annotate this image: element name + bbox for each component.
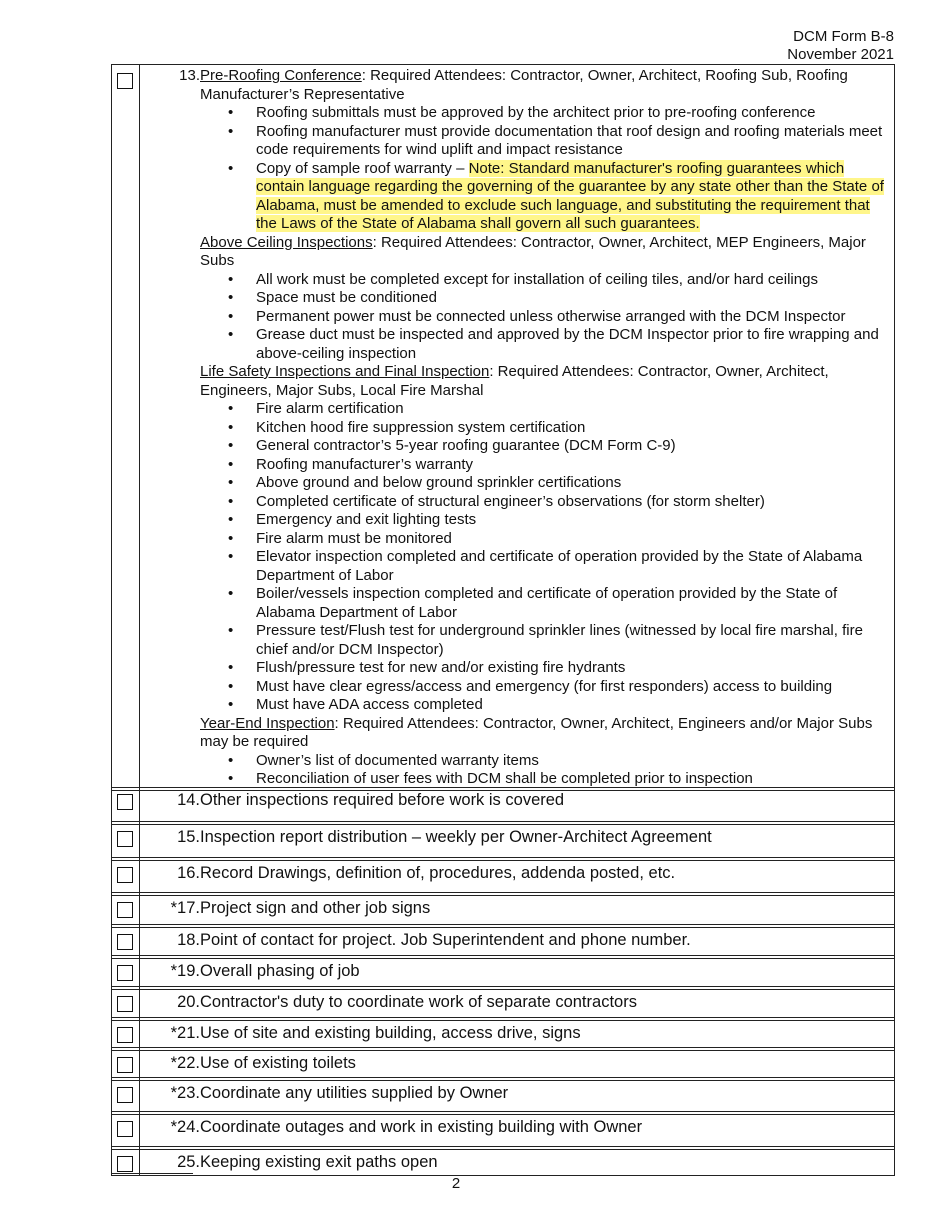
item-number: 16. [177,864,200,882]
page-number: 2 [451,1175,461,1192]
checkbox-14[interactable] [117,794,133,810]
list-item: • Roofing submittals must be approved by the architect prior to pre-roofing conference [256,104,888,123]
checklist-row-21 [112,1017,894,1047]
checkbox-24[interactable] [117,1121,133,1137]
item-text: Use of existing toilets [200,1054,356,1072]
section-attendees: : Required Attendees: Contractor, Owner, Architect, Engineers and/or Major Subs may be required [200,714,873,750]
item-number: 13. [179,67,200,84]
section-title: Year-End Inspection [200,714,335,732]
list-item: • Reconciliation of user fees with DCM shall be completed prior to inspection [256,770,888,789]
checkbox-13[interactable] [117,73,133,89]
item-number: 14. [177,791,200,809]
item-text: Use of site and existing building, access drive, signs [200,1024,581,1042]
checklist-row-20 [112,986,894,1017]
checklist-row-14 [112,787,894,821]
year-end-list [200,752,888,789]
checklist-row-16 [112,857,894,892]
table-bottom-rule [111,1173,193,1174]
section-title: Above Ceiling Inspections [200,233,373,251]
list-item: • Must have ADA access completed [256,696,888,715]
item-text: Inspection report distribution – weekly per Owner-Architect Agreement [200,828,712,846]
item-number: 18. [177,931,200,949]
item-text: Project sign and other job signs [200,899,431,917]
item-number: *24. [170,1118,200,1136]
section-title: Pre-Roofing Conference [200,67,362,84]
list-item: • Owner’s list of documented warranty items [256,752,888,771]
checklist-row-23 [112,1077,894,1111]
list-item: • Permanent power must be connected unless otherwise arranged with the DCM Inspector [256,308,888,327]
above-ceiling-list [200,271,888,364]
item-number: 20. [177,993,200,1011]
form-date: November 2021 [787,46,894,63]
year-end-heading [200,715,888,752]
checkbox-21[interactable] [117,1027,133,1043]
list-item: • Must have clear egress/access and emergency (for first responders) access to building [256,678,888,697]
checklist-row-13 [112,65,894,787]
item-number: 15. [177,828,200,846]
item-number: 25. [177,1153,200,1171]
checklist-row-22 [112,1047,894,1077]
above-ceiling-heading [200,234,888,271]
life-safety-heading [200,363,888,400]
list-item: • Fire alarm certification [256,400,888,419]
list-item: • Pressure test/Flush test for underground sprinkler lines (witnessed by local fire marshal, fire chief and/or DCM Inspector) [256,622,888,659]
item-text: Point of contact for project. Job Superintendent and phone number. [200,931,691,949]
checkbox-19[interactable] [117,965,133,981]
list-item: • Emergency and exit lighting tests [256,511,888,530]
section-attendees: : Required Attendees: Contractor, Owner, Architect, Engineers, Major Subs, Local Fire Marshal [200,363,829,399]
item-text: Other inspections required before work is covered [200,791,565,809]
list-item: • Fire alarm must be monitored [256,530,888,549]
checkbox-25[interactable] [117,1156,133,1172]
checkbox-18[interactable] [117,934,133,950]
list-item [256,160,888,234]
checklist-table [111,64,895,1176]
checklist-row-15 [112,821,894,857]
section-title: Life Safety Inspections and Final Inspection [200,363,490,380]
list-item: • All work must be completed except for installation of ceiling tiles, and/or hard ceilings [256,271,888,290]
list-item: • Kitchen hood fire suppression system certification [256,419,888,438]
pre-roofing-heading [200,67,888,104]
highlighted-note: Note: Standard manufacturer's roofing guarantees which contain language regarding the governing of the guarantee by any state other than the State of Alabama, must be amended to exclude such language, and substituting the requirement that the Laws of the State of Alabama shall govern all such guarantees. [256,159,884,232]
list-item: • Completed certificate of structural engineer’s observations (for storm shelter) [256,493,888,512]
checkbox-16[interactable] [117,867,133,883]
section-attendees: : Required Attendees: Contractor, Owner, Architect, MEP Engineers, Major Subs [200,233,866,269]
pre-roofing-list [200,104,888,234]
item-number: *23. [170,1084,200,1102]
checklist-row-19 [112,955,894,986]
item-13-content [200,67,888,789]
checkbox-15[interactable] [117,831,133,847]
item-number: *17. [170,899,200,917]
list-item: • Flush/pressure test for new and/or existing fire hydrants [256,659,888,678]
item-text: Keeping existing exit paths open [200,1153,438,1171]
checkbox-20[interactable] [117,996,133,1012]
item-text: Contractor's duty to coordinate work of separate contractors [200,993,637,1011]
list-item: • Space must be conditioned [256,289,888,308]
item-number: *22. [170,1054,200,1072]
item-text: Coordinate outages and work in existing building with Owner [200,1118,643,1136]
form-header [787,28,894,64]
checklist-row-17 [112,892,894,924]
list-item: • Roofing manufacturer’s warranty [256,456,888,475]
checkbox-23[interactable] [117,1087,133,1103]
list-item: • Above ground and below ground sprinkler certifications [256,474,888,493]
list-item: • Elevator inspection completed and certificate of operation provided by the State of Alabama Department of Labor [256,548,888,585]
life-safety-list [200,400,888,715]
item-number: *21. [170,1024,200,1042]
item-text: Coordinate any utilities supplied by Owner [200,1084,509,1102]
item-text: Record Drawings, definition of, procedures, addenda posted, etc. [200,864,676,882]
form-id: DCM Form B-8 [793,28,894,45]
warranty-prefix: Copy of sample roof warranty – [256,159,469,177]
checklist-row-18 [112,924,894,955]
list-item: • General contractor’s 5-year roofing guarantee (DCM Form C-9) [256,437,888,456]
list-item: • Roofing manufacturer must provide documentation that roof design and roofing materials meet code requirements for wind uplift and impact resistance [256,123,888,160]
list-item: • Grease duct must be inspected and approved by the DCM Inspector prior to fire wrapping and above-ceiling inspection [256,326,888,363]
checkbox-22[interactable] [117,1057,133,1073]
item-text: Overall phasing of job [200,962,360,980]
checkbox-17[interactable] [117,902,133,918]
section-attendees: : Required Attendees: Contractor, Owner, Architect, Roofing Sub, Roofing Manufacturer’s Representative [200,67,848,103]
item-number: *19. [170,962,200,980]
list-item: • Boiler/vessels inspection completed and certificate of operation provided by the State of Alabama Department of Labor [256,585,888,622]
checklist-row-25 [112,1146,894,1175]
checklist-row-24 [112,1111,894,1146]
